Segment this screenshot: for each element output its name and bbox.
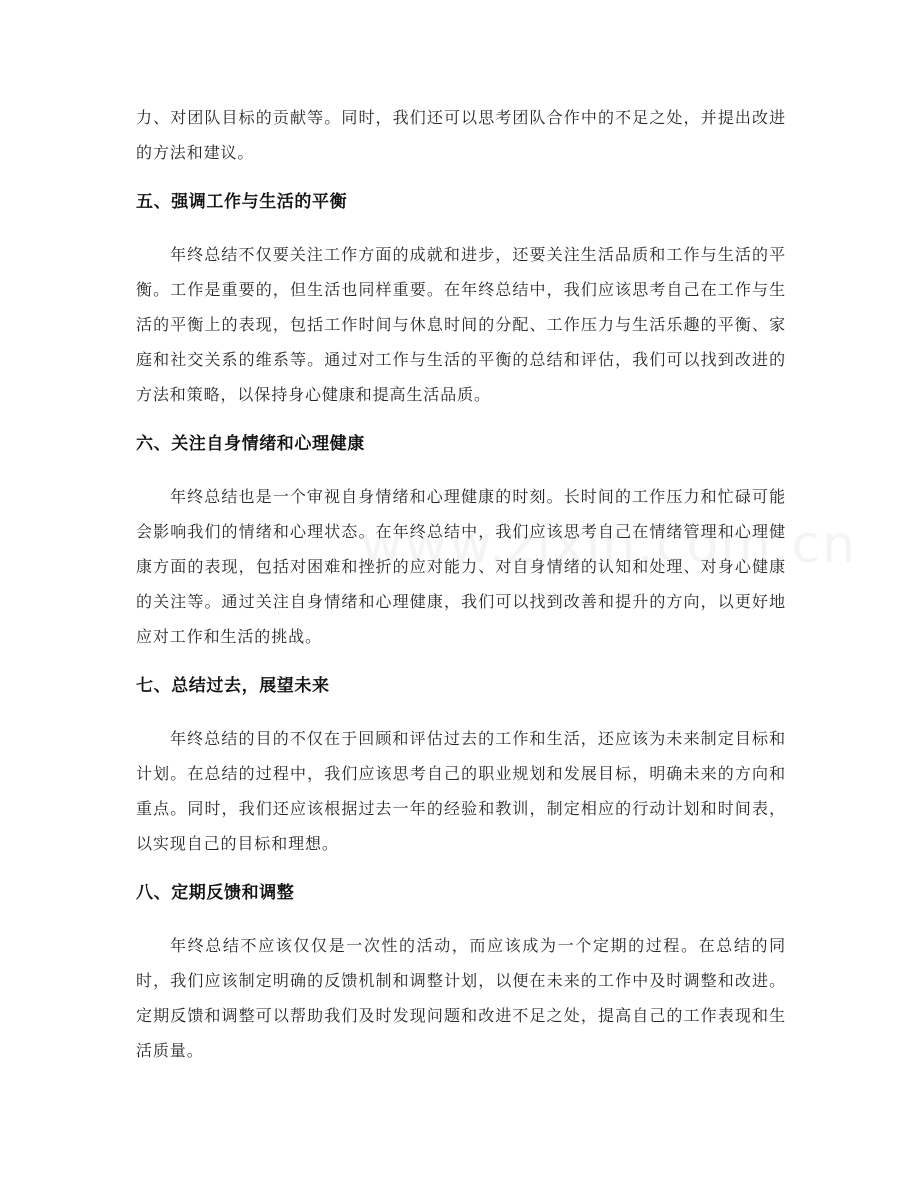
section-5-body: 年终总结不仅要关注工作方面的成就和进步，还要关注生活品质和工作与生活的平衡。工作是重要的，但生活也同样重要。在年终总结中，我们应该思考自己在工作与生活的平衡上的表现，包括工作时间与休息时间的分配、工作压力与生活乐趣的平衡、家庭和社交关系的维系等。通过对工作与生活的平衡的总结和评估，我们可以找到改进的方法和策略，以保持身心健康和提高生活品质。 — [136, 245, 786, 404]
intro-paragraph: 力、对团队目标的贡献等。同时，我们还可以思考团队合作中的不足之处，并提出改进的方法和建议。 — [136, 108, 786, 162]
section-7-body: 年终总结的目的不仅在于回顾和评估过去的工作和生活，还应该为未来制定目标和计划。在总结的过程中，我们应该思考自己的职业规划和发展目标，明确未来的方向和重点。同时，我们还应该根据过去一年的经验和教训，制定相应的行动计划和时间表，以实现自己的目标和理想。 — [136, 729, 786, 853]
section-6-body: 年终总结也是一个审视自身情绪和心理健康的时刻。长时间的工作压力和忙碌可能会影响我们的情绪和心理状态。在年终总结中，我们应该思考自己在情绪管理和心理健康方面的表现，包括对困难和挫折的应对能力、对自身情绪的认知和处理、对身心健康的关注等。通过关注自身情绪和心理健康，我们可以找到改善和提升的方向，以更好地应对工作和生活的挑战。 — [136, 487, 786, 646]
section-8-body: 年终总结不应该仅仅是一次性的活动，而应该成为一个定期的过程。在总结的同时，我们应该制定明确的反馈机制和调整计划，以便在未来的工作中及时调整和改进。定期反馈和调整可以帮助我们及时发现问题和改进不足之处，提高自己的工作表现和生活质量。 — [136, 936, 786, 1060]
section-5-heading: 五、强调工作与生活的平衡 — [136, 192, 348, 212]
section-7-heading: 七、总结过去，展望未来 — [136, 676, 330, 696]
section-6-heading: 六、关注自身情绪和心理健康 — [136, 434, 365, 454]
document-body — [136, 100, 786, 1068]
section-8-heading: 八、定期反馈和调整 — [136, 883, 295, 903]
